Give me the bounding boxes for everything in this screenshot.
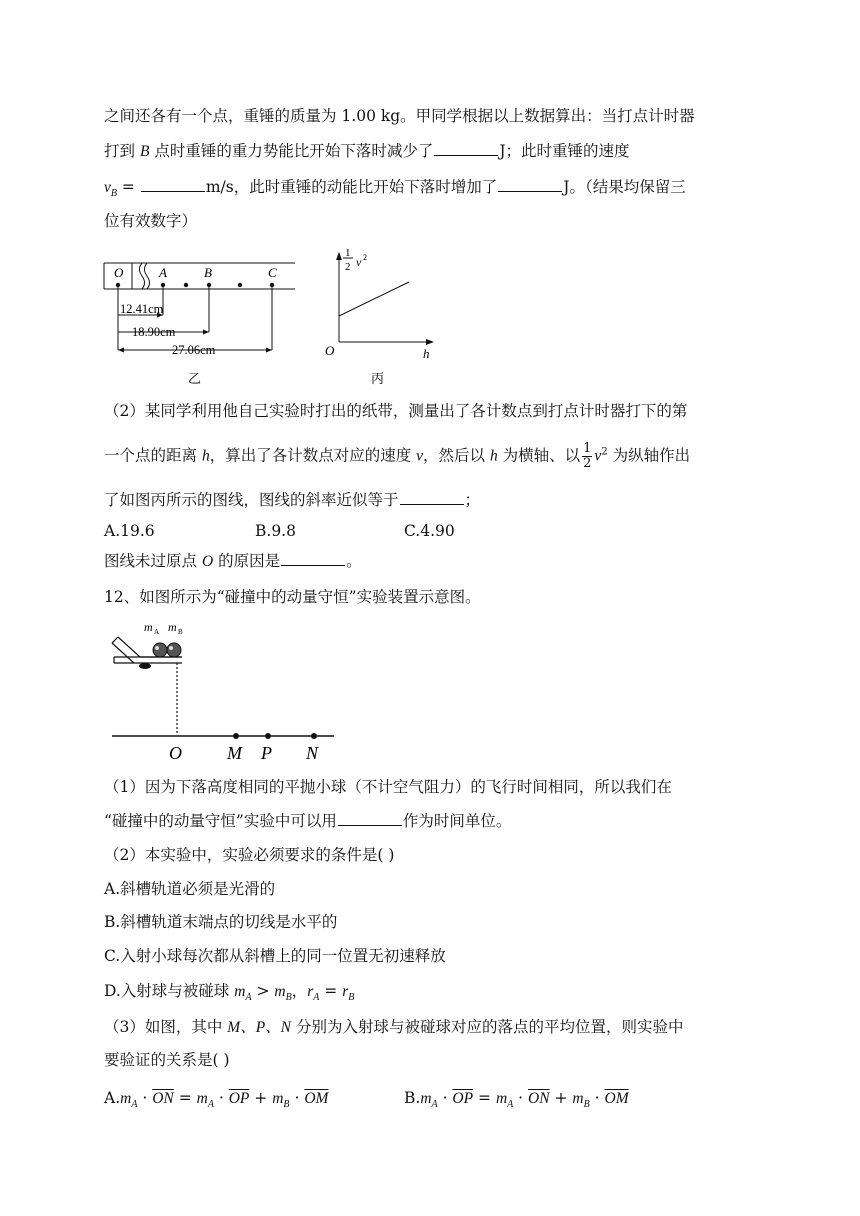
answer-blank[interactable] bbox=[141, 177, 205, 192]
label-mB-sub: B bbox=[178, 628, 183, 636]
text: 一个点的距离 bbox=[104, 446, 202, 465]
figure-tape bbox=[100, 255, 305, 390]
point-B: B bbox=[204, 265, 212, 280]
var-m: m bbox=[274, 983, 286, 1000]
figure-collision bbox=[108, 615, 338, 765]
text: 打到 bbox=[104, 142, 140, 160]
para1-line4: 位有效数字） bbox=[104, 212, 198, 230]
text: 分别为入射球与被碰球对应的落点的平均位置，则实验中 bbox=[291, 1018, 684, 1036]
var-m: m bbox=[196, 1090, 208, 1107]
point-O: O bbox=[114, 265, 124, 280]
label-mA: m bbox=[144, 620, 153, 634]
y-label-num: 1 bbox=[345, 247, 351, 259]
y-label-sup: 2 bbox=[363, 253, 367, 262]
text: 为纵轴作出 bbox=[607, 446, 691, 465]
q12-p3-option-a[interactable]: $A.m_A \cdot \overline{ON} = m_A \cdot \overline{OP} + m_B \cdot \overline{OM}$ bbox=[104, 1089, 329, 1111]
var-v: v bbox=[416, 447, 424, 465]
para1-line2 bbox=[104, 141, 630, 162]
answer-blank[interactable] bbox=[400, 490, 464, 505]
text: 点时重锤的重力势能比开始下落时减少了 bbox=[149, 142, 434, 160]
point-C: C bbox=[268, 265, 277, 280]
point-label: B bbox=[139, 143, 150, 160]
segment: $\overline{OP}$ bbox=[228, 1090, 250, 1107]
y-label-var: v bbox=[356, 255, 362, 269]
q2-line5 bbox=[104, 551, 362, 572]
q12-p2-option-b[interactable]: B.斜槽轨道末端点的切线是水平的 bbox=[104, 913, 338, 931]
subscript: A bbox=[313, 992, 320, 1004]
axis-origin: O bbox=[325, 343, 335, 358]
text: ，算出了各计数点对应的速度 bbox=[209, 446, 417, 465]
q12-p1-line2 bbox=[104, 811, 511, 831]
var-O: O bbox=[201, 553, 214, 570]
subscript: B bbox=[348, 992, 355, 1004]
var-m: m bbox=[120, 1090, 132, 1107]
q12-p2-option-c[interactable]: C.入射小球每次都从斜槽上的同一位置无初速释放 bbox=[104, 947, 446, 965]
label-N: N bbox=[306, 743, 319, 763]
para1-line3 bbox=[104, 177, 686, 204]
equals: = bbox=[319, 982, 343, 1000]
text: J；此时重锤的速度 bbox=[499, 142, 630, 160]
subscript: A bbox=[431, 1099, 438, 1111]
dim-12-41: 12.41cm bbox=[120, 302, 164, 316]
points-MPN: M、P、N bbox=[227, 1019, 292, 1036]
text: ，然后以 bbox=[423, 446, 490, 465]
answer-blank[interactable] bbox=[498, 177, 562, 192]
answer-blank[interactable] bbox=[338, 811, 402, 826]
text: 作为时间单位。 bbox=[402, 812, 512, 830]
var-m: m bbox=[495, 1090, 508, 1107]
text: 的原因是 bbox=[213, 552, 281, 570]
subscript: B bbox=[110, 188, 117, 200]
q12-p2-title: （2）本实验中，实验必须要求的条件是( ) bbox=[104, 846, 395, 864]
q2-line3 bbox=[104, 490, 480, 510]
text: 为横轴、以 bbox=[497, 446, 581, 465]
figure-graph bbox=[320, 242, 440, 390]
var-v: v bbox=[104, 179, 111, 196]
var-m: m bbox=[272, 1090, 284, 1107]
text: D.入射球与被碰球 bbox=[104, 982, 235, 1000]
x-axis-label: h bbox=[423, 346, 430, 361]
option-prefix: B. bbox=[404, 1089, 421, 1107]
var-r: r bbox=[307, 983, 314, 1000]
greater-than: > bbox=[251, 982, 275, 1000]
subscript: B bbox=[583, 1099, 590, 1111]
text: ； bbox=[464, 491, 481, 509]
equals: = bbox=[117, 178, 140, 196]
q2-option-b[interactable]: B.9.8 bbox=[255, 522, 296, 540]
segment: $\overline{OM}$ bbox=[604, 1090, 629, 1107]
label-mB: m bbox=[168, 620, 177, 634]
var-m: m bbox=[572, 1090, 584, 1107]
separator: ， bbox=[291, 982, 308, 1000]
q2-line2 bbox=[104, 442, 690, 471]
fraction-half bbox=[582, 442, 592, 471]
superscript: 2 bbox=[601, 446, 608, 458]
q12-p2-option-d[interactable] bbox=[104, 981, 354, 1008]
caption-yi: 乙 bbox=[188, 371, 202, 386]
var-v: v bbox=[594, 447, 602, 465]
subscript: A bbox=[131, 1099, 138, 1111]
subscript: B bbox=[285, 992, 292, 1004]
segment: $\overline{ON}$ bbox=[528, 1090, 550, 1107]
frac-num: 1 bbox=[583, 441, 592, 456]
para1-line1: 之间还各有一个点，重锤的质量为 1.00 kg。甲同学根据以上数据算出：当打点计时器 bbox=[104, 107, 695, 125]
q12-p3-line2: 要验证的关系是( ) bbox=[104, 1051, 230, 1069]
q12-title: 12、如图所示为“碰撞中的动量守恒”实验装置示意图。 bbox=[104, 588, 481, 606]
dim-18-90: 18.90cm bbox=[132, 325, 176, 339]
segment: $\overline{OP}$ bbox=[452, 1090, 474, 1107]
var-h: h bbox=[489, 447, 498, 465]
point-A: A bbox=[159, 265, 167, 280]
q2-option-a[interactable]: A.19.6 bbox=[104, 522, 155, 540]
q2-option-c[interactable]: C.4.90 bbox=[404, 522, 455, 540]
text: m/s，此时重锤的动能比开始下落时增加了 bbox=[205, 178, 498, 196]
q12-p1-line1: （1）因为下落高度相同的平抛小球（不计空气阻力）的飞行时间相同，所以我们在 bbox=[104, 778, 672, 796]
q12-p2-option-a[interactable]: A.斜槽轨道必须是光滑的 bbox=[104, 880, 276, 898]
var-m: m bbox=[420, 1090, 432, 1107]
var-h: h bbox=[201, 447, 210, 465]
text: 了如图丙所示的图线，图线的斜率近似等于 bbox=[104, 491, 399, 509]
subscript: A bbox=[207, 1099, 214, 1111]
text: 图线未过原点 bbox=[104, 552, 202, 570]
answer-blank[interactable] bbox=[281, 551, 345, 566]
var-m: m bbox=[234, 983, 246, 1000]
caption-bing: 丙 bbox=[371, 371, 385, 386]
text: J。（结果均保留三 bbox=[563, 178, 686, 196]
text: “碰撞中的动量守恒”实验中可以用 bbox=[104, 812, 337, 830]
q2-line1: （2）某同学利用他自己实验时打出的纸带，测量出了各计数点到打点计时器打下的第 bbox=[104, 402, 688, 420]
subscript: A bbox=[245, 992, 252, 1004]
frac-den: 2 bbox=[583, 456, 592, 471]
label-mA-sub: A bbox=[154, 628, 160, 636]
text: （3）如图，其中 bbox=[104, 1018, 228, 1036]
label-O: O bbox=[169, 743, 182, 763]
var-r: r bbox=[342, 983, 349, 1000]
q12-p3-line1 bbox=[104, 1017, 683, 1038]
subscript: B bbox=[283, 1099, 290, 1111]
q12-p3-option-b[interactable]: $B.m_A \cdot \overline{OP} = m_A \cdot \overline{ON} + m_B \cdot \overline{OM}$ bbox=[404, 1089, 629, 1111]
dim-27-06: 27.06cm bbox=[172, 343, 216, 357]
segment: $\overline{ON}$ bbox=[152, 1090, 174, 1107]
option-prefix: A. bbox=[104, 1089, 121, 1107]
subscript: A bbox=[507, 1099, 514, 1111]
label-M: M bbox=[227, 743, 242, 763]
text: 。 bbox=[346, 552, 362, 570]
answer-blank[interactable] bbox=[434, 141, 498, 156]
label-P: P bbox=[261, 743, 272, 763]
segment: $\overline{OM}$ bbox=[304, 1090, 329, 1107]
y-label-den: 2 bbox=[345, 261, 351, 273]
